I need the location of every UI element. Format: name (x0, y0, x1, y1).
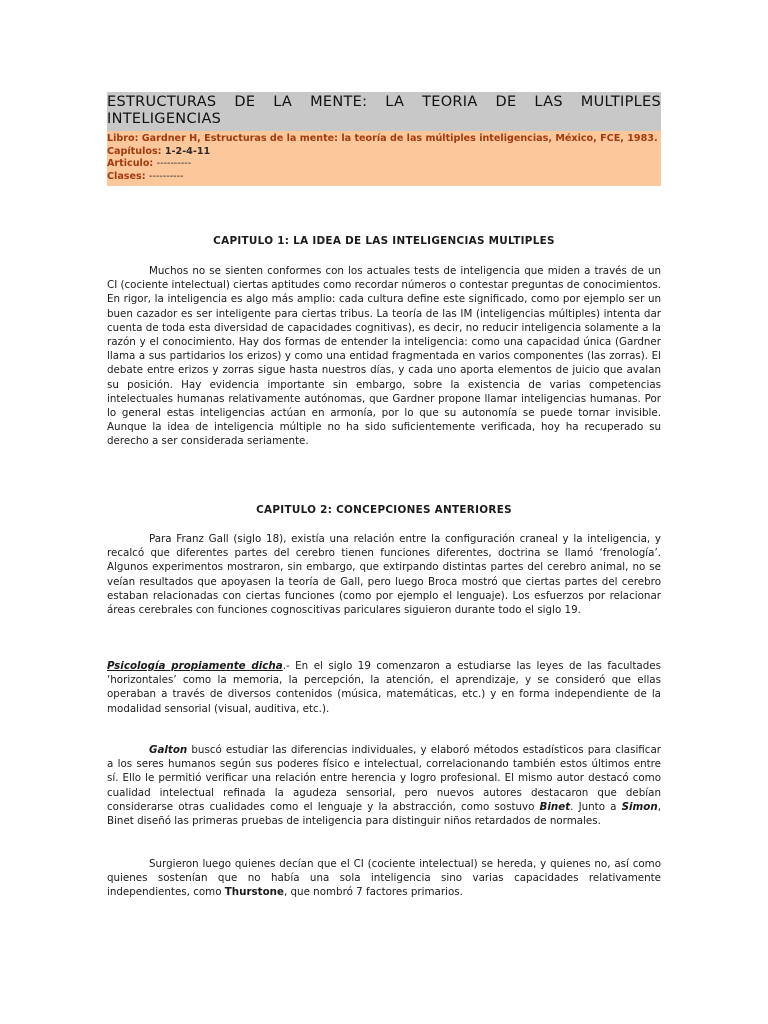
capitulos-label: Capítulos: (107, 145, 162, 157)
reference-box (107, 131, 661, 186)
document-page (107, 92, 661, 899)
chapter-1-paragraph (107, 264, 661, 449)
thurstone-text-a: Surgieron luego quienes decían que el CI (cociente intelectual) se hereda, y quienes no, así como quienes sostenían que no había una sola inteligencia sino varias capacidades relativamente independientes, como (107, 858, 661, 899)
chapter-2-paragraph-2 (107, 659, 661, 716)
document-title (107, 92, 661, 131)
libro-label: Libro: (107, 133, 139, 144)
clases-line (107, 171, 661, 184)
gall-text: Para Franz Gall (siglo 18), existía una relación entre la configuración craneal y la inteligencia, y recalcó que diferentes partes del cerebro tienen funciones diferentes, doctrina se llamó ‘frenología’. Algunos experimentos mostraron, sin embargo, que extirpando distintas partes del cerebro animal, no se veían resultados que apoyasen la teoría de Gall, pero luego Broca mostró que ciertas partes del cerebro estaban relacionadas con ciertas funciones (como por ejemplo el lenguaje). Los esfuerzos por relacionar áreas cerebrales con funciones cognoscitivas pariculares siguieron durante todo el siglo 19. (107, 533, 661, 617)
chapter-2-paragraph-1 (107, 532, 661, 617)
title-line-2: INTELIGENCIAS (107, 111, 222, 127)
title-line-1: ESTRUCTURAS DE LA MENTE: LA TEORIA DE LAS MULTIPLES (107, 94, 661, 110)
libro-value: Gardner H, Estructuras de la mente: la teoría de las múltiples inteligencias, México, FCE, 1983. (141, 133, 658, 144)
thurstone-term: Thurstone (224, 886, 284, 899)
capitulos-value: 1-2-4-11 (164, 145, 211, 157)
chapter-2-paragraph-3 (107, 743, 661, 828)
articulo-line (107, 158, 661, 171)
galton-text-b: . Junto a (570, 800, 622, 813)
articulo-label: Articulo: (107, 158, 154, 169)
binet-term: Binet (539, 800, 571, 813)
chapter-2-paragraph-4 (107, 857, 661, 900)
clases-label: Clases: (107, 170, 146, 182)
libro-line (107, 133, 661, 146)
galton-text-a: buscó estudiar las diferencias individuales, y elaboró métodos estadísticos para clasificar a los seres humanos según sus poderes físico e intelectual, correlacionando también estos últimos entre sí. Ello le permitió verificar una relación entre herencia y logro profesional. El mismo autor destacó como cualidad intelectual refinada la agudeza sensorial, pero nuevos autores destacaron que debían considerarse otras cualidades como el lenguaje y la abstracción, como sostuvo (107, 744, 661, 813)
chapter-2-heading: CAPITULO 2: CONCEPCIONES ANTERIORES (256, 504, 512, 516)
galton-text-c: , Binet diseñó las primeras pruebas de inteligencia para distinguir niños retardados de normales. (107, 800, 661, 828)
capitulos-line (107, 146, 661, 159)
chapter-1-heading: CAPITULO 1: LA IDEA DE LAS INTELIGENCIAS MULTIPLES (213, 235, 555, 247)
psicologia-text: .- En el siglo 19 comenzaron a estudiarse las leyes de las facultades ‘horizontales’ como la memoria, la percepción, la atención, el aprendizaje, y se consideró que ellas operaban a través de diversos contenidos (música, matemáticas, etc.) y en forma independiente de la modalidad sensorial (visual, auditiva, etc.). (107, 660, 661, 715)
clases-value: ---------- (148, 170, 184, 182)
galton-term: Galton (149, 744, 188, 756)
simon-term: Simon (621, 800, 658, 813)
articulo-value: ---------- (156, 158, 192, 169)
thurstone-text-b: , que nombró 7 factores primarios. (283, 886, 463, 899)
chapter-1-text: Muchos no se sienten conformes con los actuales tests de inteligencia que miden a través de un CI (cociente intelectual) ciertas aptitudes como recordar números o contestar preguntas de conocimientos. En rigor, la inteligencia es algo más amplio: cada cultura define este significado, como por ejemplo ser un buen cazador es ser inteligente para ciertas tribus. La teoría de las IM (inteligencias múltiples) intenta dar cuenta de toda esta diversidad de capacidades cognitivas), es decir, no reducir inteligencia solamente a la razón y el conocimiento. Hay dos formas de entender la inteligencia: como una capacidad única (Gardner llama a sus partidarios los erizos) y como una entidad fragmentada en varios componentes (las zorras). El debate entre erizos y zorras sigue hasta nuestros días, y cada uno aporta elementos de juicio que avalan su posición. Hay evidencia importante sin embargo, sobre la existencia de varias competencias intelectuales humanas relativamente autónomas, que Gardner propone llamar inteligencias humanas. Por lo general estas inteligencias actúan en armonía, por lo que su autonomía se puede tornar invisible. Aunque la idea de inteligencia múltiple no ha sido suficientemente verificada, hoy ha recuperado su derecho a ser considerada seriamente. (107, 265, 661, 448)
psicologia-term: Psicología propiamente dicha (107, 660, 283, 672)
